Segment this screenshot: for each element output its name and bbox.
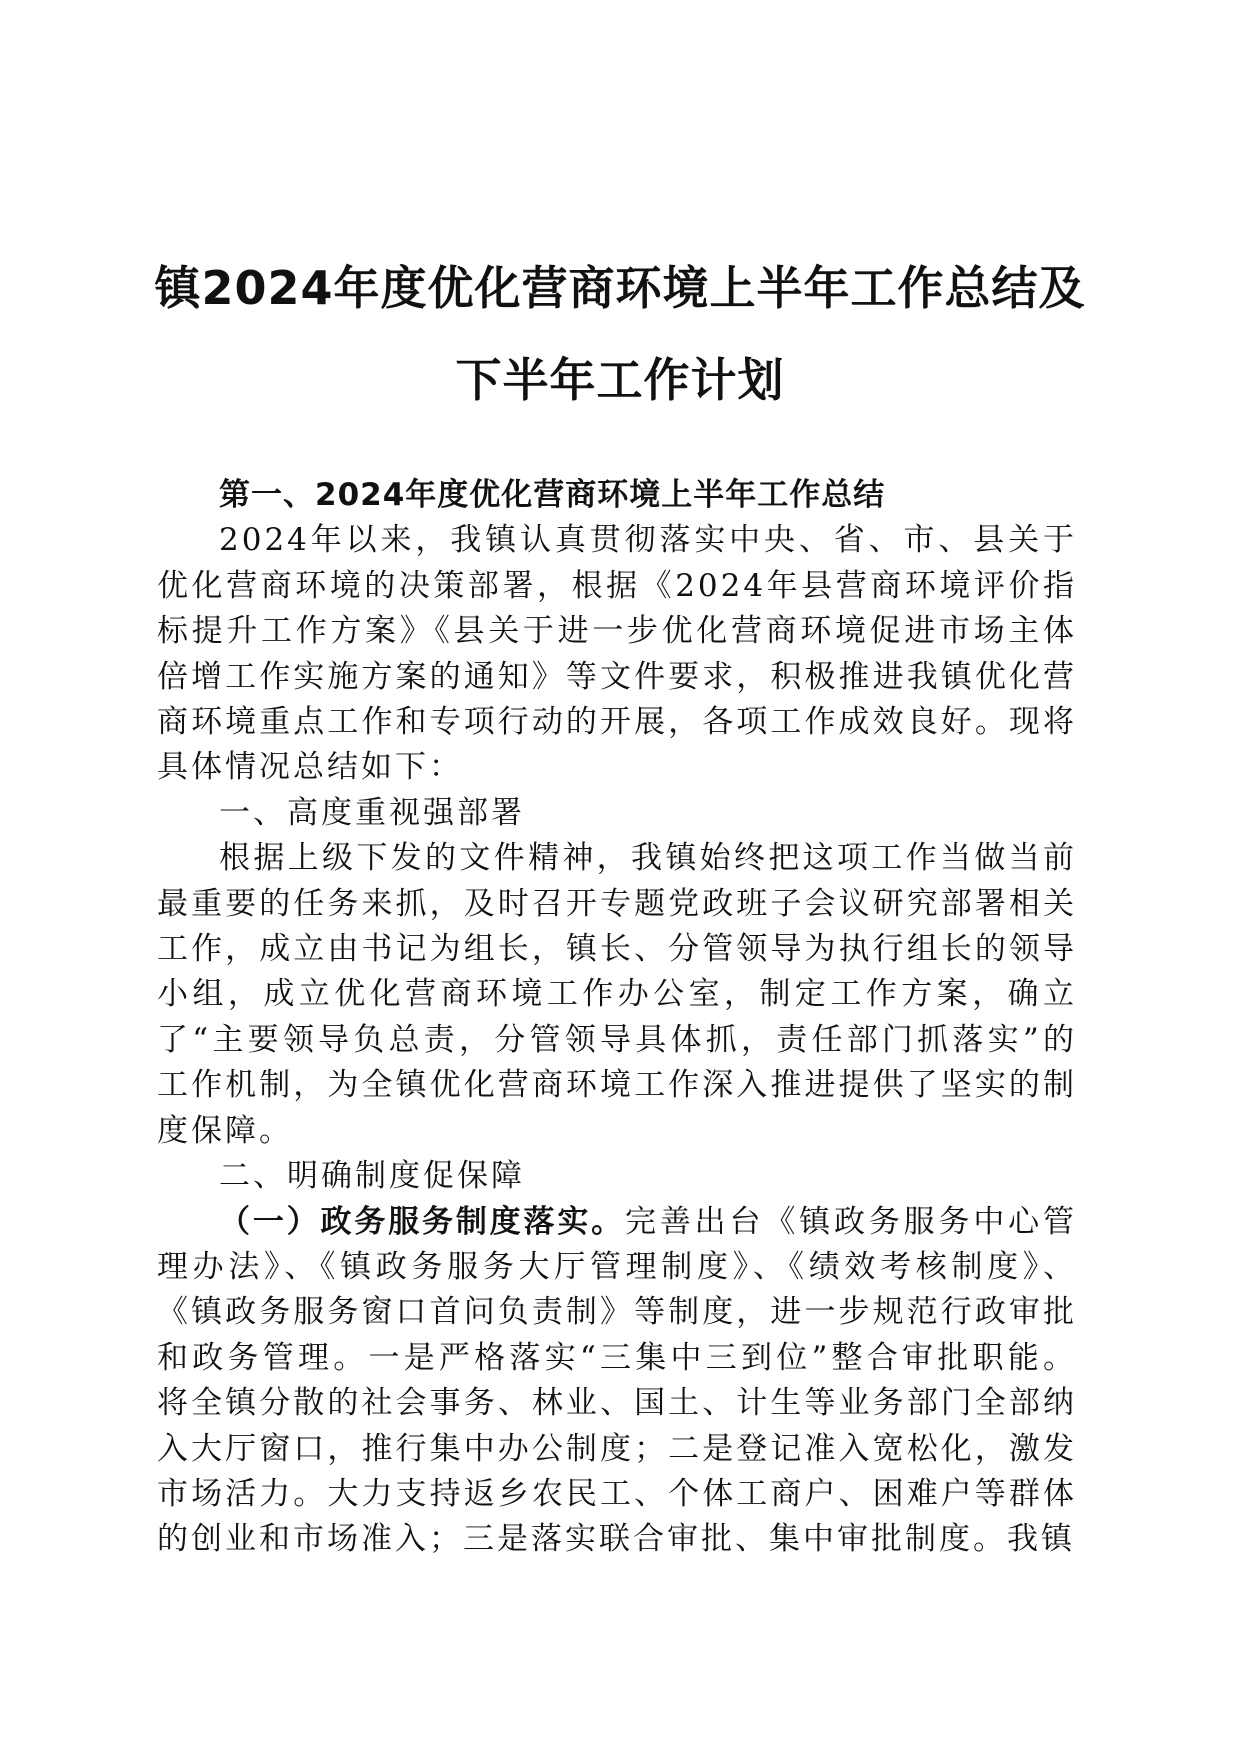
document-title-line-1: 镇2024年度优化营商环境上半年工作总结及: [154, 261, 1086, 315]
subsection-1-paragraph: [157, 1200, 1077, 1563]
heading-2: 二、明确制度促保障: [219, 1158, 525, 1195]
subsection-1-lead: （一）政务服务制度落实。: [219, 1203, 625, 1240]
heading-1: 一、高度重视强部署: [219, 794, 525, 831]
section-heading-part-1: 第一、2024年度优化营商环境上半年工作总结: [219, 477, 886, 513]
paragraph-1: 根据上级下发的文件精神，我镇始终把这项工作当做当前最重要的任务来抓，及时召开专题党政班子会议研究部署相关工作，成立由书记为组长，镇长、分管领导为执行组长的领导小组，成立优化营商环境工作办公室，制定工作方案，确立了“主要领导负总责，分管领导具体抓，责任部门抓落实”的工作机制，为全镇优化营商环境工作深入推进提供了坚实的制度保障。: [157, 840, 1077, 1149]
document-body: [157, 473, 1077, 1563]
document-title-line-2: 下半年工作计划: [455, 353, 785, 407]
subsection-1-text: 完善出台《镇政务服务中心管理办法》、《镇政务服务大厅管理制度》、《绩效考核制度》、《镇政务服务窗口首问负责制》等制度，进一步规范行政审批和政务管理。一是严格落实“三集中三到位”整合审批职能。将全镇分散的社会事务、林业、国土、计生等业务部门全部纳入大厅窗口，推行集中办公制度；二是登记准入宽松化，激发市场活力。大力支持返乡农民工、个体工商户、困难户等群体的创业和市场准入；三是落实联合审批、集中审批制度。我镇: [157, 1203, 1077, 1558]
intro-paragraph: 2024年以来，我镇认真贯彻落实中央、省、市、县关于优化营商环境的决策部署，根据《2024年县营商环境评价指标提升工作方案》《县关于进一步优化营商环境促进市场主体倍增工作实施方案的通知》等文件要求，积极推进我镇优化营商环境重点工作和专项行动的开展，各项工作成效良好。现将具体情况总结如下：: [157, 522, 1077, 786]
